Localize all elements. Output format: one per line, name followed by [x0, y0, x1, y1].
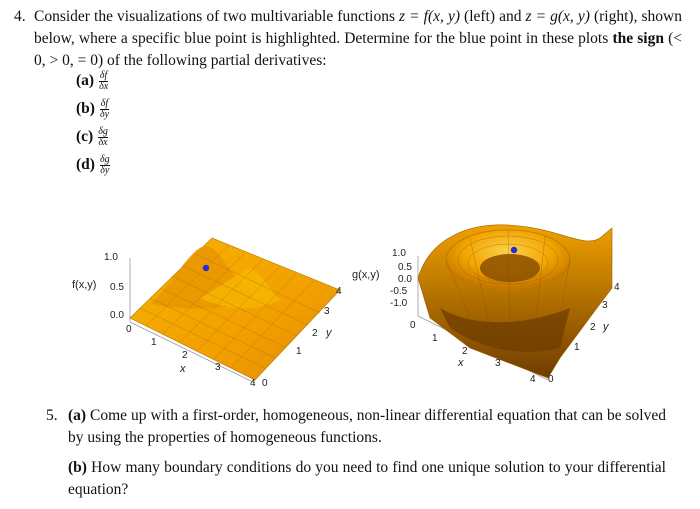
y-tick: 4 [336, 286, 342, 297]
x-tick: 4 [250, 378, 256, 388]
right-plot [352, 225, 620, 385]
surface-center [480, 254, 540, 282]
part-b-text [68, 457, 666, 501]
numerator: δg [98, 125, 108, 137]
y-tick: 1 [574, 342, 580, 353]
part-text: How many boundary conditions do you need to find one unique solution to your differential equation? [68, 459, 666, 498]
x-tick: 3 [215, 362, 221, 373]
y-tick: 0 [262, 378, 268, 388]
denominator: δx [99, 80, 109, 92]
highlight-point [203, 265, 209, 271]
x-tick: 1 [151, 337, 157, 348]
part-b [76, 94, 109, 124]
part-label: (a) [68, 407, 87, 424]
y-tick: 2 [312, 328, 318, 339]
numerator: δf [99, 69, 108, 81]
x-tick: 1 [432, 333, 438, 344]
denominator: δx [98, 136, 108, 148]
z-axis-label: f(x,y) [72, 279, 97, 291]
z-tick: -0.5 [390, 286, 408, 297]
part-label: (b) [68, 459, 87, 476]
denominator: δy [100, 164, 110, 176]
part-d [76, 150, 110, 180]
z-tick: 1.0 [392, 248, 406, 259]
part-label: (b) [76, 100, 95, 117]
partial-derivative [100, 155, 110, 176]
math-g: z = g(x, y) [525, 8, 590, 25]
y-axis-label: y [603, 321, 609, 333]
text-segment: (< 0, > 0, = 0) of the following partial derivatives: [34, 30, 683, 69]
partial-derivative [99, 71, 108, 92]
z-tick: 0.5 [110, 282, 124, 293]
part-label: (d) [76, 156, 95, 173]
numerator: δg [99, 153, 110, 165]
question-5 [46, 405, 666, 501]
y-tick: 3 [602, 300, 608, 311]
bold-text: the sign [612, 30, 664, 47]
left-plot [72, 238, 342, 388]
y-tick: 0 [548, 374, 554, 385]
text-segment: Consider the visualizations of two multivariable functions [34, 8, 400, 25]
question-body [68, 405, 666, 501]
highlight-point [511, 247, 517, 253]
y-tick: 3 [324, 306, 330, 317]
x-tick: 0 [410, 320, 416, 331]
z-tick: 0.5 [398, 262, 412, 273]
partial-derivative [100, 99, 109, 120]
x-tick: 2 [462, 346, 468, 357]
part-text: Come up with a first-order, homogeneous, non-linear differential equation that can be solved by using the properties of homogeneous functions. [68, 407, 666, 446]
z-tick: 0.0 [110, 310, 124, 321]
y-axis-label: y [326, 327, 332, 339]
surface-base [130, 238, 340, 380]
question-text [34, 6, 682, 72]
question-4 [14, 6, 682, 72]
part-label: (c) [76, 128, 94, 145]
partial-derivative [98, 127, 108, 148]
part-label: (a) [76, 72, 95, 89]
part-a [76, 66, 108, 96]
x-tick: 4 [530, 374, 536, 385]
x-axis-label: x [180, 363, 186, 375]
denominator: δy [99, 108, 110, 120]
z-tick: 0.0 [398, 274, 412, 285]
surface-plots [0, 208, 700, 388]
numerator: δf [100, 97, 109, 109]
x-axis-label: x [458, 357, 464, 369]
x-tick: 0 [126, 324, 132, 335]
question-number: 5. [46, 407, 58, 424]
y-tick: 1 [296, 346, 302, 357]
figures [0, 208, 700, 388]
x-tick: 2 [182, 350, 188, 361]
text-segment: (left) and [459, 8, 526, 25]
z-axis-label: g(x,y) [352, 269, 380, 281]
z-tick: 1.0 [104, 252, 118, 263]
part-a-text [68, 405, 666, 449]
question-number: 4. [14, 8, 26, 25]
y-tick: 2 [590, 322, 596, 333]
math-f: z = f(x, y) [399, 8, 460, 25]
x-tick: 3 [495, 358, 501, 369]
y-tick: 4 [614, 282, 620, 293]
text-segment: (right), shown below, where a specific blue point is highlighted. Determine for the blue point in these plots [34, 8, 682, 47]
z-tick: -1.0 [390, 298, 408, 309]
part-c [76, 122, 108, 152]
